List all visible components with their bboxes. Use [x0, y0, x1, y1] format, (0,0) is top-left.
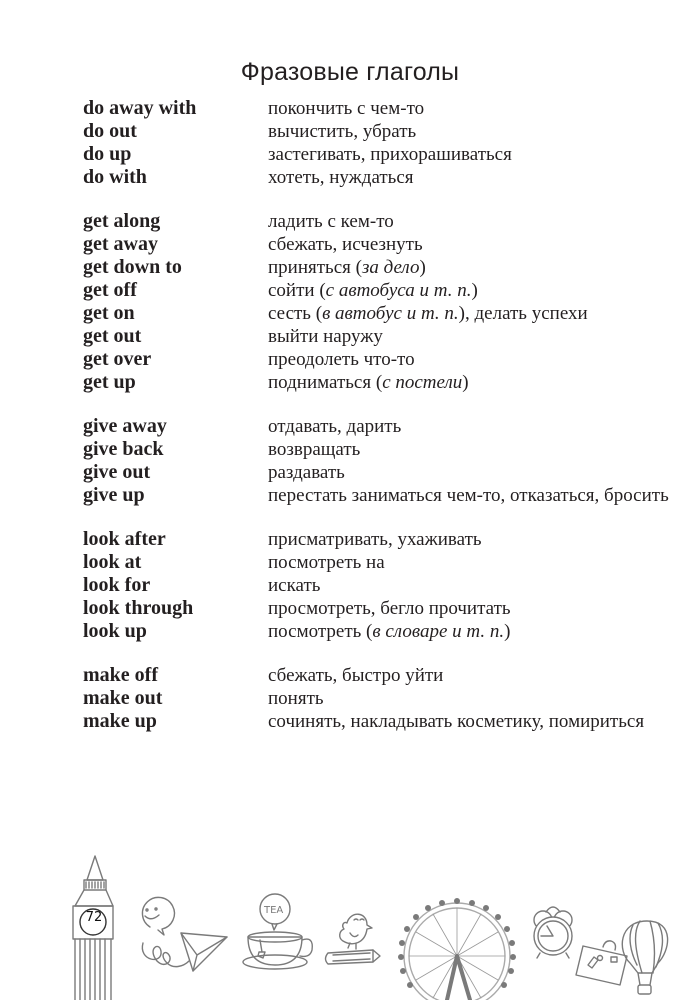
page-number: 72 — [85, 910, 103, 925]
list-item — [83, 438, 683, 461]
phrasal-verb: do with — [83, 166, 147, 188]
phrasal-verb: give away — [83, 415, 167, 437]
verb-group-do — [83, 97, 683, 189]
translation: возвращать — [268, 439, 361, 460]
list-item — [83, 687, 683, 710]
list-item — [83, 256, 683, 279]
phrasal-verb: look through — [83, 597, 194, 619]
paper-plane-icon — [142, 933, 227, 971]
list-item — [83, 210, 683, 233]
verb-group-look — [83, 528, 683, 643]
translation: застегивать, прихорашиваться — [268, 144, 512, 165]
list-item — [83, 415, 683, 438]
translation: вычистить, убрать — [268, 121, 417, 142]
phrasal-verb: make off — [83, 664, 158, 686]
tea-cup-icon — [243, 894, 312, 969]
translation: приняться (за дело) — [268, 257, 426, 278]
list-item — [83, 461, 683, 484]
list-item — [83, 120, 683, 143]
phrasal-verb: get on — [83, 302, 135, 324]
translation: присматривать, ухаживать — [268, 529, 482, 550]
translation: раздавать — [268, 462, 345, 483]
verb-group-get — [83, 210, 683, 394]
phrasal-verb: make out — [83, 687, 163, 709]
translation: ладить с кем-то — [268, 211, 394, 232]
list-item — [83, 143, 683, 166]
phrasal-verb: get up — [83, 371, 136, 393]
phrasal-verb: do away with — [83, 97, 197, 119]
alarm-clock-icon — [534, 907, 572, 958]
phrasal-verb: give back — [83, 438, 164, 460]
page-title: Фразовые глаголы — [240, 58, 460, 86]
list-item — [83, 371, 683, 394]
translation: перестать заниматься чем-то, отказаться, бросить — [268, 485, 669, 506]
verb-group-make — [83, 664, 683, 733]
list-item — [83, 97, 683, 120]
translation: просмотреть, бегло прочитать — [268, 598, 511, 619]
phrasal-verb-list — [83, 97, 683, 754]
svg-text:TEA: TEA — [264, 905, 284, 916]
list-item — [83, 302, 683, 325]
phrasal-verb: look at — [83, 551, 142, 573]
phrasal-verb: look up — [83, 620, 147, 642]
verb-group-give — [83, 415, 683, 507]
list-item — [83, 664, 683, 687]
phrasal-verb: get off — [83, 279, 137, 301]
bird-icon — [340, 914, 372, 949]
hot-air-balloon-icon — [622, 921, 667, 994]
translation: посмотреть на — [268, 552, 385, 573]
translation: сбежать, быстро уйти — [268, 665, 444, 686]
list-item — [83, 325, 683, 348]
phrasal-verb: look for — [83, 574, 151, 596]
translation: хотеть, нуждаться — [268, 167, 414, 188]
list-item — [83, 233, 683, 256]
phrasal-verb: give out — [83, 461, 151, 483]
translation: отдавать, дарить — [268, 416, 402, 437]
ferris-wheel-icon — [398, 898, 516, 1000]
suitcase-icon — [576, 941, 627, 985]
list-item — [83, 574, 683, 597]
list-item — [83, 597, 683, 620]
translation: сочинять, накладывать косметику, помириться — [268, 711, 645, 732]
phrasal-verb: give up — [83, 484, 145, 506]
list-item — [83, 528, 683, 551]
translation: сесть (в автобус и т. п.), делать успехи — [268, 303, 588, 324]
phrasal-verb: get along — [83, 210, 161, 232]
list-item — [83, 551, 683, 574]
translation: сойти (с автобуса и т. п.) — [268, 280, 478, 301]
list-item — [83, 348, 683, 371]
translation: преодолеть что-то — [268, 349, 415, 370]
translation: понять — [268, 688, 324, 709]
phrasal-verb: make up — [83, 710, 157, 732]
smiley-bubble-icon — [142, 897, 174, 935]
phrasal-verb: get down to — [83, 256, 182, 278]
list-item — [83, 279, 683, 302]
translation: искать — [268, 575, 321, 596]
list-item — [83, 166, 683, 189]
list-item — [83, 620, 683, 643]
phrasal-verb: get away — [83, 233, 158, 255]
list-item — [83, 710, 683, 733]
pencil-icon — [326, 950, 381, 964]
translation: сбежать, исчезнуть — [268, 234, 423, 255]
phrasal-verb: do up — [83, 143, 132, 165]
phrasal-verb: get out — [83, 325, 142, 347]
translation: выйти наружу — [268, 326, 383, 347]
translation: покончить с чем-то — [268, 98, 425, 119]
big-ben-icon — [73, 856, 113, 1000]
list-item — [83, 484, 683, 507]
translation: подниматься (с постели) — [268, 372, 469, 393]
phrasal-verb: look after — [83, 528, 166, 550]
translation: посмотреть (в словаре и т. п.) — [268, 621, 511, 642]
phrasal-verb: do out — [83, 120, 137, 142]
phrasal-verb: get over — [83, 348, 152, 370]
